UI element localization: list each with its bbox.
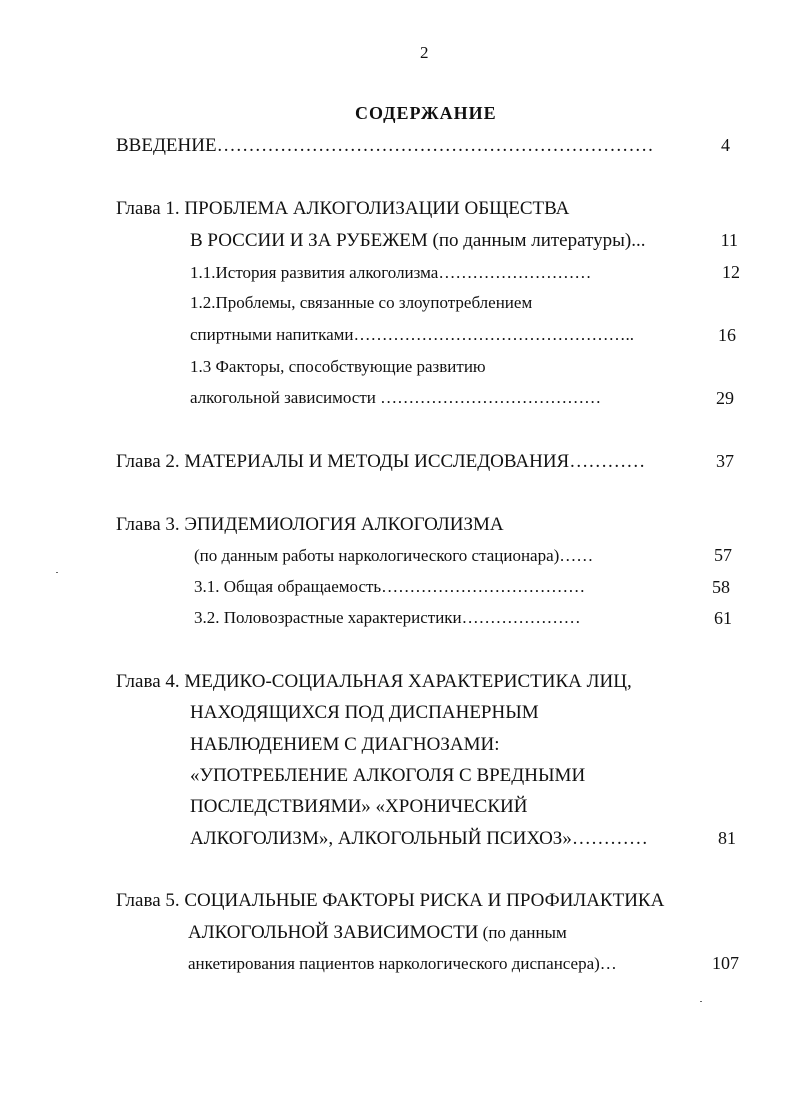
toc-ch4-line5: ПОСЛЕДСТВИЯМИ» «ХРОНИЧЕСКИЙ (190, 796, 528, 817)
toc-ch4-page: 81 (718, 828, 736, 848)
toc-ch3-s1-page: 58 (712, 577, 730, 597)
toc-ch1-s2-line1: 1.2.Проблемы, связанные со злоупотреблением (190, 293, 533, 312)
toc-ch3-s2-text: 3.2. Половозрастные характеристики………………… (194, 608, 581, 627)
scan-speck (700, 1001, 702, 1002)
toc-ch1-s3-line1: 1.3 Факторы, способствующие развитию (190, 357, 486, 376)
toc-ch2-text: Глава 2. МАТЕРИАЛЫ И МЕТОДЫ ИССЛЕДОВАНИЯ………… (116, 451, 646, 472)
toc-ch3-line2: (по данным работы наркологического стационара)…… (194, 546, 594, 565)
toc-ch1-line1: Глава 1. ПРОБЛЕМА АЛКОГОЛИЗАЦИИ ОБЩЕСТВА (116, 198, 570, 219)
toc-ch1-s3-line2: алкогольной зависимости ………………………………… (190, 388, 602, 407)
toc-ch4-line3: НАБЛЮДЕНИЕМ С ДИАГНОЗАМИ: (190, 734, 500, 755)
toc-ch5-line3: анкетирования пациентов наркологического диспансера)… (188, 954, 617, 973)
toc-ch1-s2-page: 16 (718, 325, 736, 345)
toc-ch1-s1-text: 1.1.История развития алкоголизма……………………… (190, 263, 592, 282)
toc-ch3-s2-page: 61 (714, 608, 732, 628)
toc-ch4-line4: «УПОТРЕБЛЕНИЕ АЛКОГОЛЯ С ВРЕДНЫМИ (190, 765, 586, 786)
toc-ch4-line2: НАХОДЯЩИХСЯ ПОД ДИСПАНЕРНЫМ (190, 702, 539, 723)
toc-ch3-page: 57 (714, 545, 732, 565)
toc-intro-text: ВВЕДЕНИЕ…………………………………………………………… (116, 135, 654, 156)
page-number: 2 (420, 43, 429, 62)
toc-ch2-page: 37 (716, 451, 734, 471)
toc-ch5-line1: Глава 5. СОЦИАЛЬНЫЕ ФАКТОРЫ РИСКА И ПРОФИЛАКТИКА (116, 890, 665, 911)
toc-ch1-page: 11 (720, 230, 738, 250)
toc-ch5-line2-rest: (по данным (478, 923, 567, 942)
toc-ch1-s3-page: 29 (716, 388, 734, 408)
toc-ch1-s2-line2: спиртными напитками………………………………………….. (190, 325, 635, 344)
toc-intro-page: 4 (721, 135, 730, 155)
toc-ch4-line1: Глава 4. МЕДИКО-СОЦИАЛЬНАЯ ХАРАКТЕРИСТИКА ЛИЦ, (116, 671, 632, 692)
toc-ch1-s1-page: 12 (722, 262, 740, 282)
toc-ch3-line1: Глава 3. ЭПИДЕМИОЛОГИЯ АЛКОГОЛИЗМА (116, 514, 504, 535)
toc-ch4-line6: АЛКОГОЛИЗМ», АЛКОГОЛЬНЫЙ ПСИХОЗ»………… (190, 828, 648, 849)
scan-speck (56, 572, 58, 573)
toc-ch3-s1-text: 3.1. Общая обращаемость……………………………… (194, 577, 586, 596)
toc-ch5-page: 107 (712, 953, 739, 973)
toc-ch5-line2 (188, 923, 567, 942)
toc-ch1-line2: В РОССИИ И ЗА РУБЕЖЕМ (по данным литературы)... (190, 230, 646, 251)
toc-title: СОДЕРЖАНИЕ (355, 103, 497, 123)
toc-ch5-line2-caps: АЛКОГОЛЬНОЙ ЗАВИСИМОСТИ (188, 922, 479, 943)
